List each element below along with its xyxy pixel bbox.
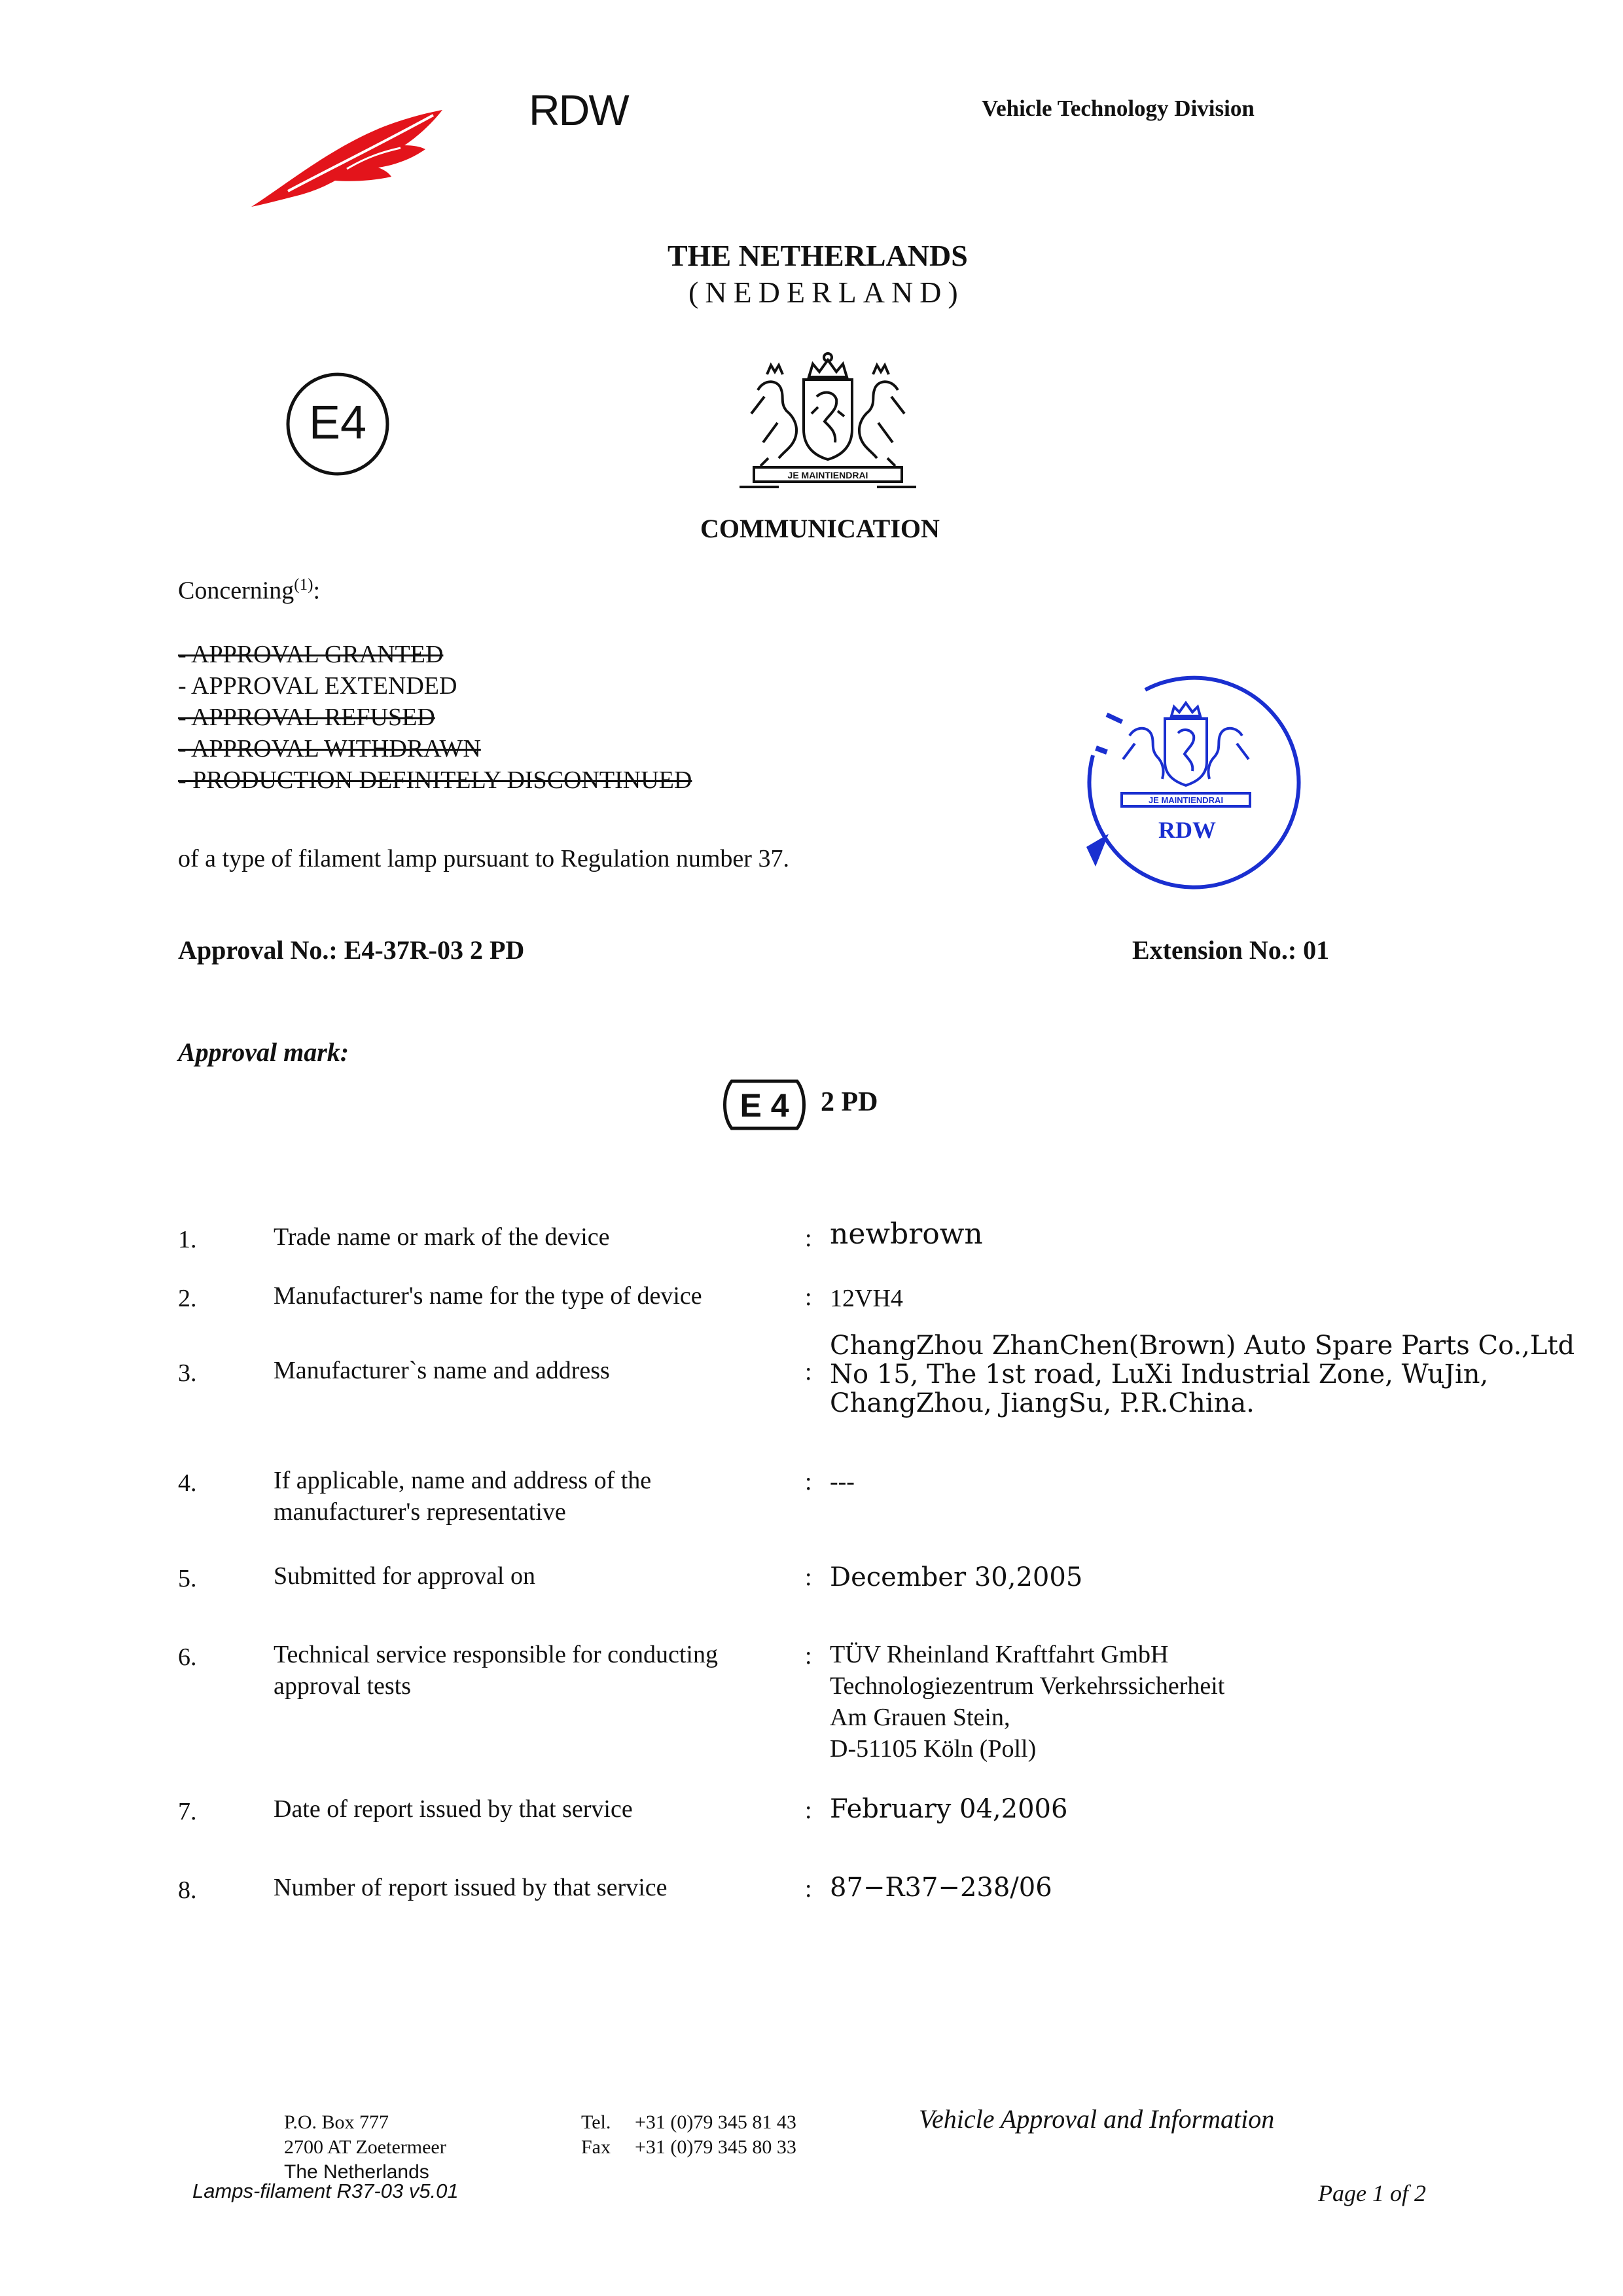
item-6-value-line-2: Technologiezentrum Verkehrssicherheit — [830, 1672, 1225, 1700]
footer-tel-value: +31 (0)79 345 81 43 — [635, 2111, 796, 2133]
concerning-text: Concerning — [178, 577, 294, 605]
e4-circle-mark — [284, 370, 391, 478]
extension-number-value: 01 — [1303, 935, 1330, 965]
footer-document-reference: Lamps-filament R37-03 v5.01 — [192, 2179, 459, 2202]
footer-country: The Netherlands — [284, 2161, 429, 2183]
status-approval-granted: - APPROVAL GRANTED — [178, 641, 444, 668]
item-1-label: Trade name or mark of the device — [274, 1223, 610, 1251]
rdw-official-stamp — [1067, 670, 1309, 912]
status-approval-refused: - APPROVAL REFUSED — [178, 704, 435, 731]
item-8-colon: : — [805, 1875, 812, 1903]
approval-number — [178, 935, 524, 965]
rdw-leaf-logo — [249, 105, 445, 209]
item-1-number: 1. — [178, 1226, 197, 1253]
footer-tel-row — [581, 2110, 796, 2135]
country-native-title: (NEDERLAND) — [688, 276, 965, 309]
coat-of-arms-motto: JE MAINTIENDRAI — [787, 470, 868, 480]
footer-po-box: P.O. Box 777 — [284, 2111, 389, 2133]
item-4-label: If applicable, name and address of the manufacturer's representative — [274, 1467, 652, 1526]
footer-department: Vehicle Approval and Information — [919, 2104, 1275, 2134]
item-3-value-line-3: ChangZhou, JiangSu, P.R.China. — [830, 1388, 1255, 1418]
item-5-label: Submitted for approval on — [274, 1562, 535, 1590]
e4-circle-text: E4 — [308, 397, 367, 449]
item-5-value: December 30,2005 — [830, 1562, 1083, 1592]
footer-tel-label: Tel. — [581, 2111, 611, 2133]
footer-fax-label: Fax — [581, 2136, 611, 2158]
item-5-colon: : — [805, 1564, 812, 1591]
item-3-value-line-2: No 15, The 1st road, LuXi Industrial Zone, WuJin, — [830, 1359, 1489, 1390]
approval-number-value: E4-37R-03 2 PD — [344, 935, 525, 965]
item-4-colon: : — [805, 1468, 812, 1496]
coat-of-arms — [738, 351, 918, 491]
item-3-value-line-1: ChangZhou ZhanChen(Brown) Auto Spare Parts Co.,Ltd — [830, 1331, 1575, 1361]
status-approval-extended: - APPROVAL EXTENDED — [178, 672, 457, 700]
footer-city: 2700 AT Zoetermeer — [284, 2136, 446, 2158]
item-5-number: 5. — [178, 1565, 197, 1592]
item-6-value-line-1: TÜV Rheinland Kraftfahrt GmbH — [830, 1641, 1169, 1668]
stamp-motto: JE MAINTIENDRAI — [1148, 795, 1224, 805]
item-1-colon: : — [805, 1225, 812, 1252]
item-6-colon: : — [805, 1642, 812, 1670]
item-7-colon: : — [805, 1797, 812, 1824]
footer-contact — [581, 2110, 796, 2160]
approval-number-label: Approval No.: — [178, 935, 338, 965]
extension-number-label: Extension No.: — [1132, 935, 1297, 965]
footer-address — [284, 2110, 446, 2185]
stamp-text: RDW — [1158, 817, 1216, 843]
approval-mark-e4-symbol — [720, 1079, 809, 1131]
approval-mark-text: 2 PD — [821, 1087, 878, 1117]
item-8-value: 87−R37−238/06 — [830, 1873, 1052, 1903]
item-7-label: Date of report issued by that service — [274, 1795, 633, 1823]
item-7-number: 7. — [178, 1798, 197, 1825]
approval-mark-label: Approval mark: — [178, 1037, 349, 1067]
item-2-number: 2. — [178, 1285, 197, 1312]
item-3-colon: : — [805, 1358, 812, 1386]
item-6-value-line-3: Am Grauen Stein, — [830, 1704, 1010, 1731]
item-2-label: Manufacturer's name for the type of device — [274, 1282, 702, 1310]
item-6-number: 6. — [178, 1643, 197, 1671]
status-production-discontinued: - PRODUCTION DEFINITELY DISCONTINUED — [178, 766, 692, 794]
footer-page-number: Page 1 of 2 — [1318, 2180, 1426, 2206]
country-title: THE NETHERLANDS — [668, 239, 968, 272]
footer-fax-row — [581, 2135, 796, 2160]
division-title: Vehicle Technology Division — [982, 96, 1255, 121]
item-3-number: 3. — [178, 1359, 197, 1387]
item-6-value-line-4: D-51105 Köln (Poll) — [830, 1735, 1037, 1763]
item-1-value: newbrown — [830, 1217, 983, 1251]
item-2-value: 12VH4 — [830, 1285, 903, 1312]
document-title: COMMUNICATION — [700, 514, 940, 543]
item-2-colon: : — [805, 1283, 812, 1311]
footer-fax-value: +31 (0)79 345 80 33 — [635, 2136, 796, 2158]
approval-mark-code: E 4 — [740, 1087, 789, 1124]
item-7-value: February 04,2006 — [830, 1794, 1068, 1824]
item-8-label: Number of report issued by that service — [274, 1874, 668, 1901]
regulation-statement: of a type of filament lamp pursuant to Regulation number 37. — [178, 845, 789, 872]
item-3-label: Manufacturer`s name and address — [274, 1357, 610, 1384]
rdw-wordmark: RDW — [529, 86, 628, 134]
item-4-value: --- — [830, 1468, 855, 1496]
item-8-number: 8. — [178, 1876, 197, 1904]
extension-number — [1132, 935, 1329, 965]
item-4-number: 4. — [178, 1469, 197, 1497]
concerning-label — [178, 576, 320, 605]
item-6-label: Technical service responsible for conducting approval tests — [274, 1641, 718, 1700]
concerning-colon: : — [313, 577, 321, 605]
status-approval-withdrawn: - APPROVAL WITHDRAWN — [178, 735, 481, 762]
concerning-footnote: (1) — [294, 576, 313, 594]
